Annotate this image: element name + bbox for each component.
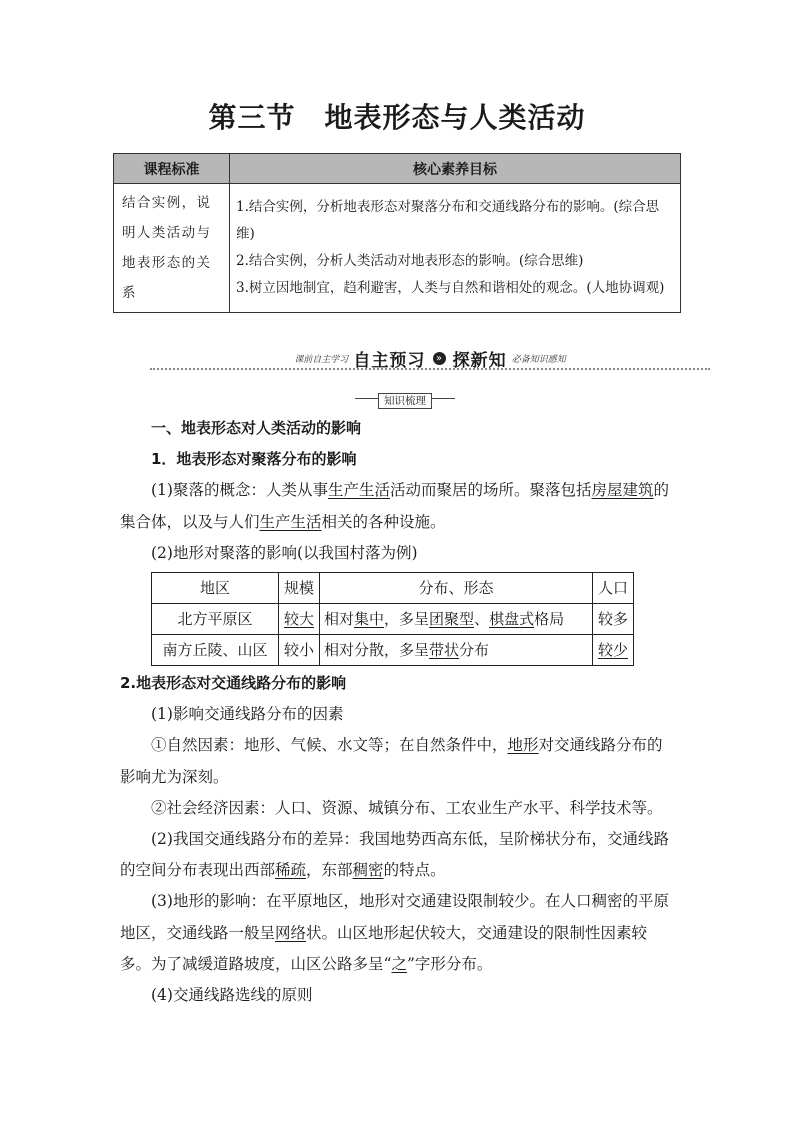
cell-scale: 较大 bbox=[279, 604, 320, 635]
cell-region: 北方平原区 bbox=[152, 604, 279, 635]
banner-left-caption: 课前自主学习 bbox=[294, 355, 349, 365]
goal-item: 2.结合实例，分析人类活动对地表形态的影响。(综合思维) bbox=[236, 253, 584, 269]
cell-distribution: 相对分散，多呈带状分布 bbox=[320, 635, 593, 666]
paragraph-terrain-settlement: (2)地形对聚落的影响(以我国村落为例) bbox=[151, 543, 418, 562]
page-title: 第三节 地表形态与人类活动 bbox=[208, 101, 586, 134]
goal-item: 1.结合实例，分析地表形态对聚落分布和交通线路分布的影响。(综合思维) bbox=[236, 199, 660, 242]
section-label: 知识梳理 bbox=[355, 389, 455, 407]
table-header-row bbox=[114, 154, 681, 184]
main-content bbox=[120, 413, 676, 1011]
cell-population: 较少 bbox=[593, 635, 634, 666]
paragraph-factors: (1)影响交通线路分布的因素 bbox=[151, 705, 344, 724]
preview-banner bbox=[150, 346, 710, 372]
core-literacy-goals bbox=[230, 184, 681, 313]
paragraph-settlement-concept: (1)聚落的概念：人类从事生产生活活动而聚居的场所。聚落包括房屋建筑的集合体，以及与人们生产生活相关的各种设施。 bbox=[120, 481, 670, 531]
cell-scale: 较小 bbox=[279, 635, 320, 666]
paragraph-terrain-influence: (3)地形的影响：在平原地区，地形对交通建设限制较少。在人口稠密的平原地区，交通线路一般呈网络状。山区地形起伏较大，交通建设的限制性因素较多。为了减缓道路坡度，山区公路多呈“之”字形分布。 bbox=[120, 892, 669, 973]
goal-item: 3.树立因地制宜，趋利避害，人类与自然和谐相处的观念。(人地协调观) bbox=[236, 280, 665, 296]
section-heading: 一、地表形态对人类活动的影响 bbox=[151, 419, 362, 437]
table-row bbox=[152, 604, 634, 635]
paragraph-natural-factors: ①自然因素：地形、气候、水文等；在自然条件中，地形对交通线路分布的影响尤为深刻。 bbox=[120, 736, 663, 786]
paragraph-route-principles: (4)交通线路选线的原则 bbox=[151, 986, 313, 1005]
cell-population: 较多 bbox=[593, 604, 634, 635]
table-header-row bbox=[152, 573, 634, 604]
col-header-population: 人口 bbox=[593, 573, 634, 604]
table-row bbox=[152, 635, 634, 666]
subsection-heading: 2.地表形态对交通线路分布的影响 bbox=[120, 674, 347, 693]
banner-right-caption: 必备知识感知 bbox=[511, 355, 566, 365]
curriculum-standards-table bbox=[113, 153, 681, 313]
col-header-region: 地区 bbox=[152, 573, 279, 604]
cell-region: 南方丘陵、山区 bbox=[152, 635, 279, 666]
cell-distribution: 相对集中，多呈团聚型、棋盘式格局 bbox=[320, 604, 593, 635]
double-arrow-icon: » bbox=[433, 352, 446, 365]
paragraph-socioeconomic-factors: ②社会经济因素：人口、资源、城镇分布、工农业生产水平、科学技术等。 bbox=[151, 798, 663, 817]
header-core-literacy-goals: 核心素养目标 bbox=[230, 154, 681, 184]
header-curriculum-standard: 课程标准 bbox=[114, 154, 230, 184]
col-header-scale: 规模 bbox=[279, 573, 320, 604]
landform-settlement-table bbox=[151, 572, 634, 666]
paragraph-china-difference: (2)我国交通线路分布的差异：我国地势西高东低，呈阶梯状分布，交通线路的空间分布表现出西部稀疏，东部稠密的特点。 bbox=[120, 830, 669, 880]
col-header-distribution: 分布、形态 bbox=[320, 573, 593, 604]
banner-main-right: 探新知 bbox=[452, 351, 507, 371]
curriculum-standard-text: 结合实例，说明人类活动与地表形态的关系 bbox=[114, 184, 230, 313]
subsection-heading: 1．地表形态对聚落分布的影响 bbox=[151, 450, 357, 469]
table-row bbox=[114, 184, 681, 313]
banner-main-left: 自主预习 bbox=[353, 351, 426, 371]
